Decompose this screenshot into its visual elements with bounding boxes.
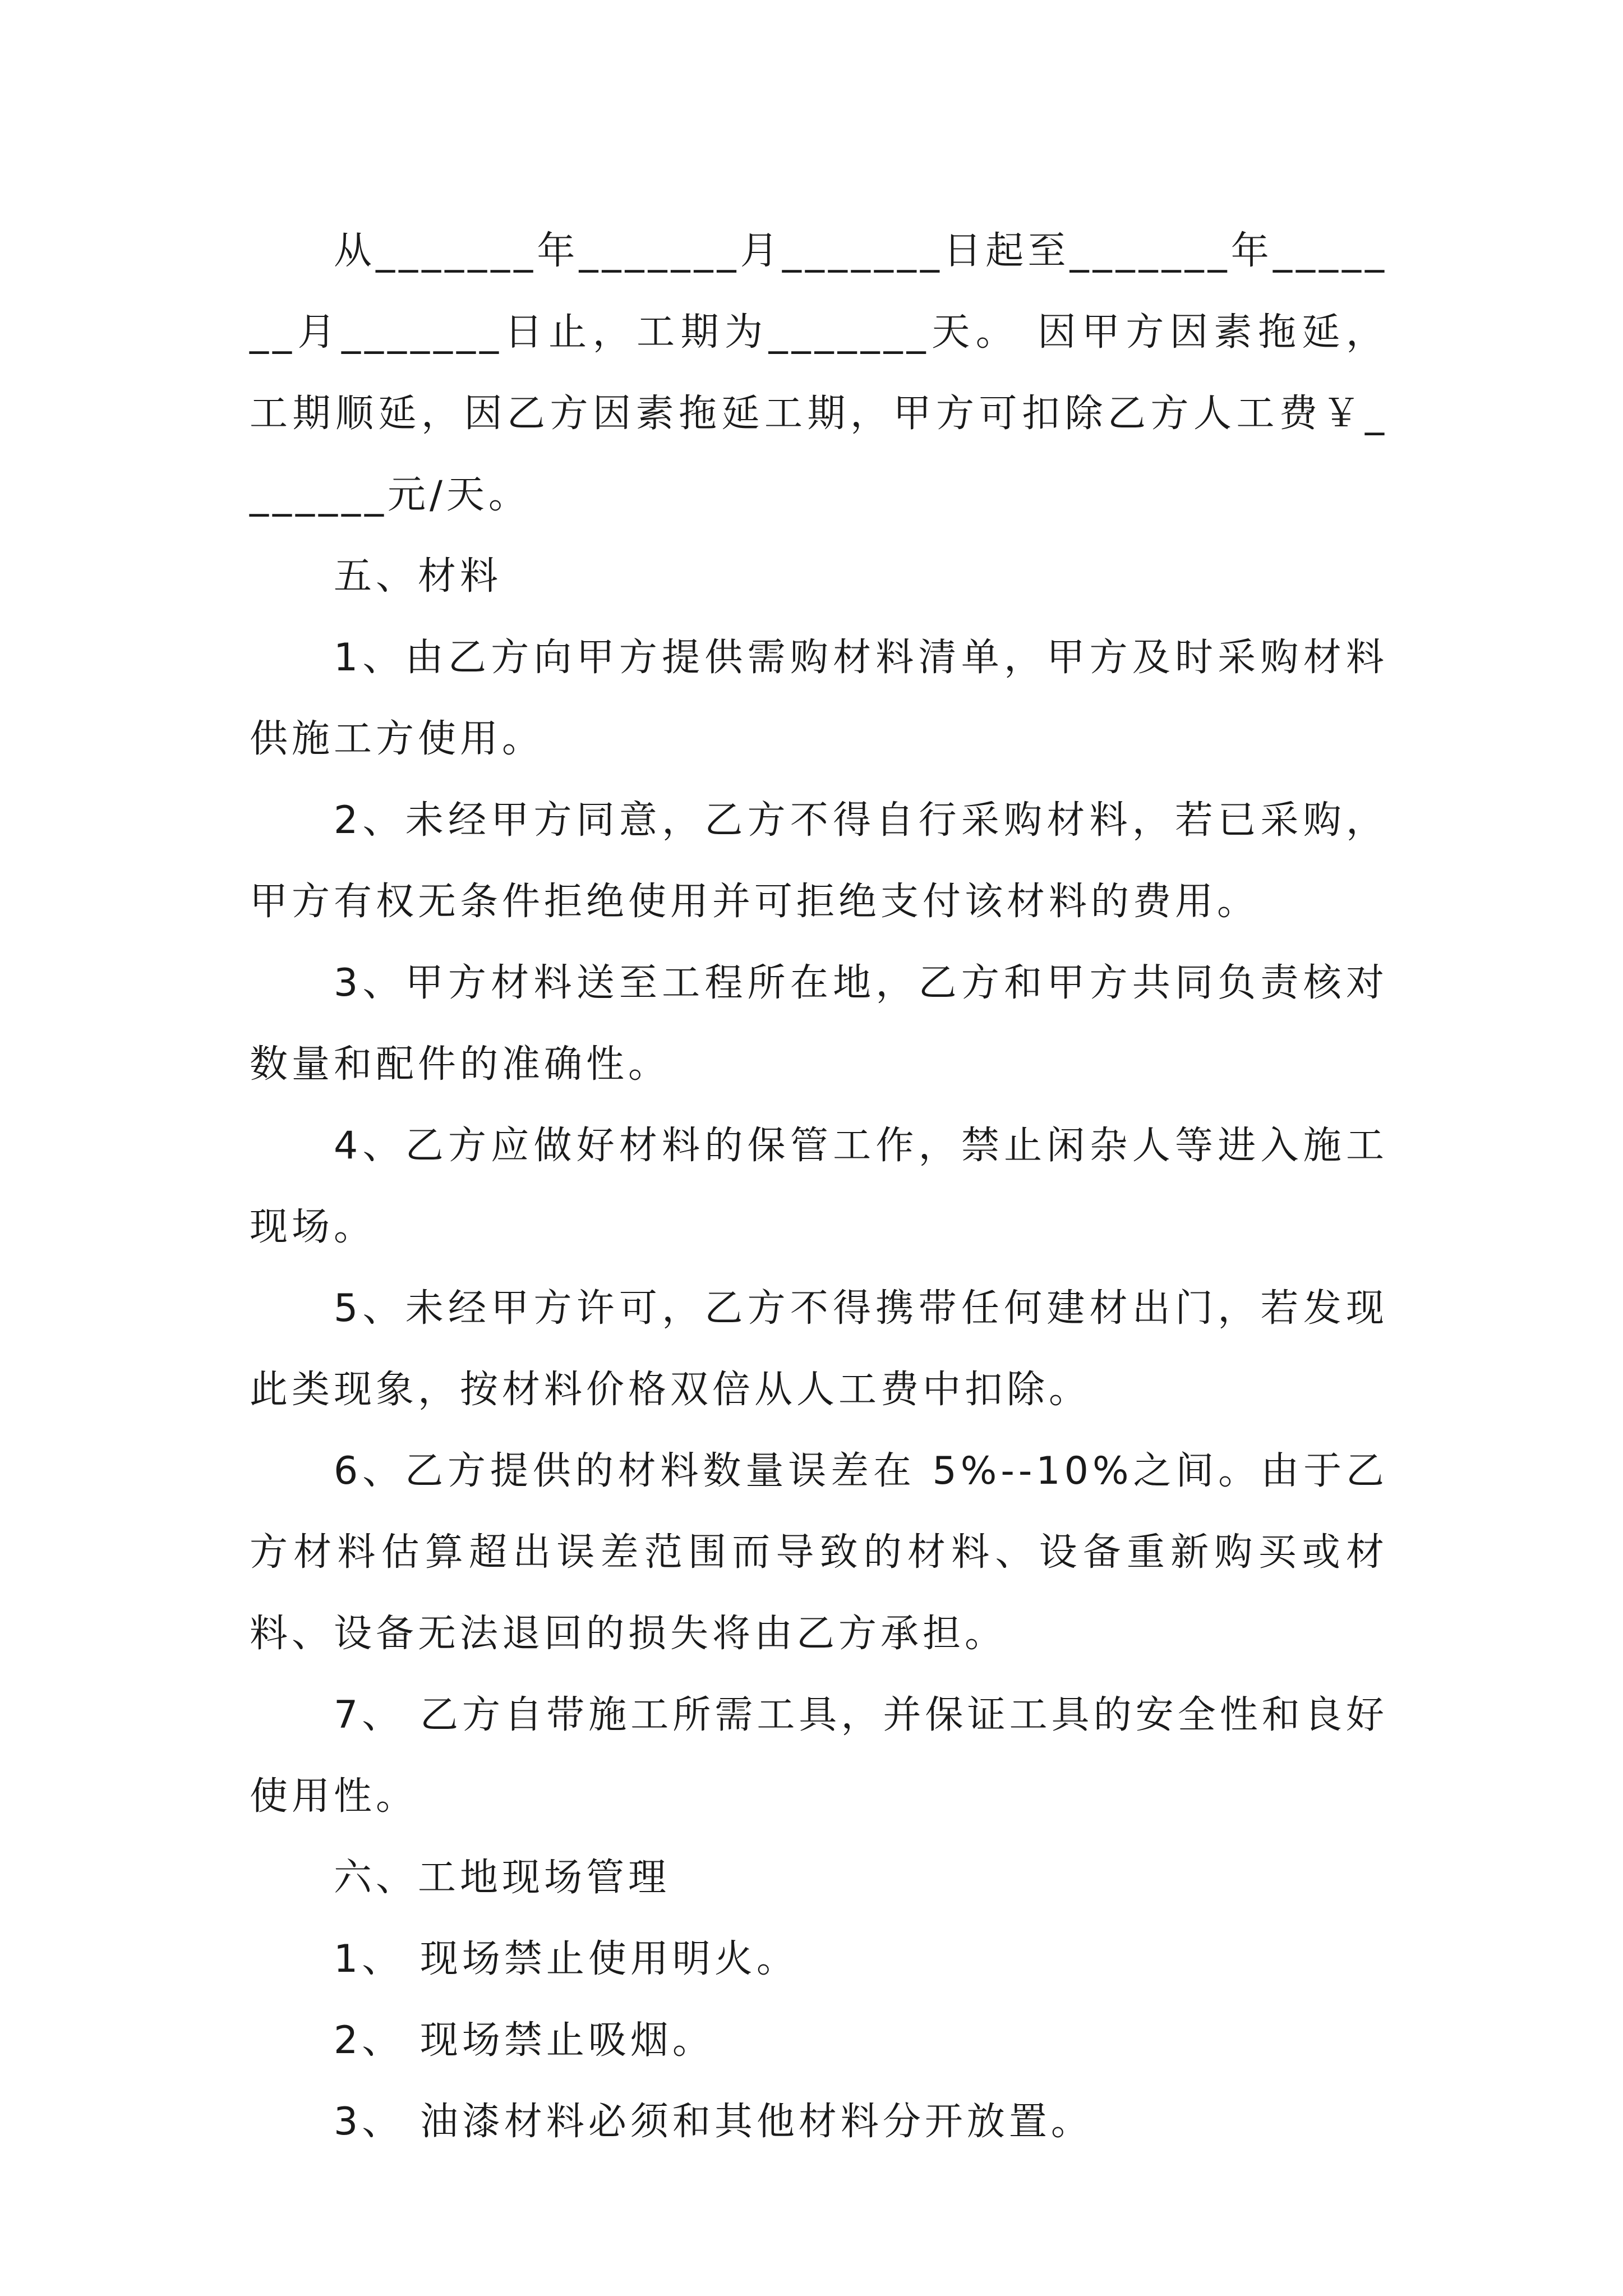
site-item-1: 1、 现场禁止使用明火。 — [334, 1937, 799, 1981]
section-heading-site-management: 六、工地现场管理 — [334, 1856, 671, 1900]
materials-item-7: 7、 乙方自带施工所需工具，并保证工具的安全性和良好使用性。 — [250, 1693, 1388, 1819]
materials-item-6: 6、乙方提供的材料数量误差在 5%--10%之间。由于乙方材料估算超出误差范围而导致的材料、设备重新购买或材料、设备无法退回的损失将由乙方承担。 — [250, 1449, 1388, 1656]
site-item-3: 3、 油漆材料必须和其他材料分开放置。 — [334, 2100, 1093, 2144]
site-item-2: 2、 现场禁止吸烟。 — [334, 2018, 714, 2063]
materials-item-2: 2、未经甲方同意，乙方不得自行采购材料，若已采购，甲方有权无条件拒绝使用并可拒绝支付该材料的费用。 — [250, 798, 1388, 924]
section-heading-materials: 五、材料 — [334, 554, 502, 599]
materials-item-4: 4、乙方应做好材料的保管工作，禁止闲杂人等进入施工现场。 — [250, 1124, 1388, 1249]
materials-item-5: 5、未经甲方许可，乙方不得携带任何建材出门，若发现此类现象，按材料价格双倍从人工费中扣除。 — [250, 1286, 1388, 1412]
materials-item-3: 3、甲方材料送至工程所在地，乙方和甲方共同负责核对数量和配件的准确性。 — [250, 961, 1388, 1087]
document-body — [250, 210, 1388, 2162]
materials-item-1: 1、由乙方向甲方提供需购材料清单，甲方及时采购材料供施工方使用。 — [250, 636, 1388, 761]
paragraph-construction-period: 从_______年_______月_______日起至_______年_______月_______日止，工期为_______天。 因甲方因素拖延，工期顺延，因乙方因素拖延工期，甲方可扣除乙方人工费￥_______元/天。 — [250, 229, 1388, 517]
